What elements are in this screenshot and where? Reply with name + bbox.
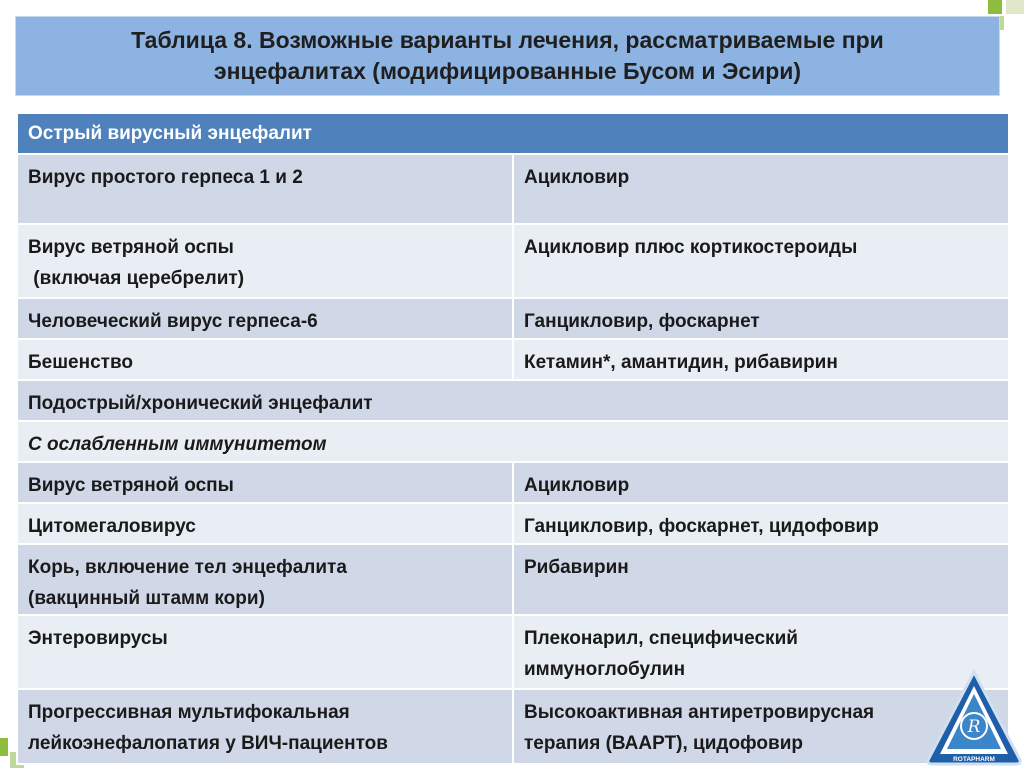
treatment-cell: Кетамин*, амантидин, рибавирин: [513, 339, 1009, 380]
treatment-cell: Плеконарил, специфический иммуноглобулин: [513, 615, 1009, 689]
svg-text:R: R: [967, 717, 981, 737]
table-row: [17, 462, 1009, 503]
cause-cell: Прогрессивная мультифокальная лейкоэнефалопатия у ВИЧ-пациентов: [17, 689, 513, 764]
logo-text: ROTAPHARM: [953, 756, 995, 763]
cause-cell: Вирус ветряной оспы (включая церебрелит): [17, 224, 513, 298]
table-row: [17, 689, 1009, 764]
cause-cell: Цитомегаловирус: [17, 503, 513, 544]
table-row: [17, 339, 1009, 380]
corner-decoration: [1006, 0, 1024, 14]
section-heading: Подострый/хронический энцефалит: [17, 380, 1009, 421]
table-row: [17, 503, 1009, 544]
table-row: [17, 421, 1009, 462]
treatment-cell: Высокоактивная антиретровирусная терапия (ВААРТ), цидофовир: [513, 689, 1009, 764]
treatment-cell: Рибавирин: [513, 544, 1009, 615]
table-row: [17, 154, 1009, 224]
rotapharm-logo-icon: [924, 668, 1024, 768]
cause-cell: Человеческий вирус герпеса-6: [17, 298, 513, 339]
treatment-table: [16, 112, 1010, 765]
cause-cell: Бешенство: [17, 339, 513, 380]
treatment-cell: Ацикловир плюс кортикостероиды: [513, 224, 1009, 298]
section-heading: С ослабленным иммунитетом: [17, 421, 1009, 462]
slide-title: Таблица 8. Возможные варианты лечения, рассматриваемые при энцефалитах (модифицированные Бусом и Эсири): [131, 27, 884, 84]
cause-cell: Корь, включение тел энцефалита (вакцинный штамм кори): [17, 544, 513, 615]
corner-decoration: [0, 738, 8, 756]
treatment-cell: Ганцикловир, фоскарнет, цидофовир: [513, 503, 1009, 544]
corner-decoration: [988, 0, 1002, 14]
table-row: [17, 380, 1009, 421]
treatment-cell: Ганцикловир, фоскарнет: [513, 298, 1009, 339]
table-row: [17, 544, 1009, 615]
treatment-cell: Ацикловир: [513, 154, 1009, 224]
table-row: [17, 615, 1009, 689]
cause-cell: Вирус простого герпеса 1 и 2: [17, 154, 513, 224]
table-header: Острый вирусный энцефалит: [17, 113, 1009, 154]
table-row: [17, 298, 1009, 339]
cause-cell: Энтеровирусы: [17, 615, 513, 689]
cause-cell: Вирус ветряной оспы: [17, 462, 513, 503]
treatment-cell: Ацикловир: [513, 462, 1009, 503]
table-row: [17, 224, 1009, 298]
slide-title-box: [15, 16, 1000, 96]
